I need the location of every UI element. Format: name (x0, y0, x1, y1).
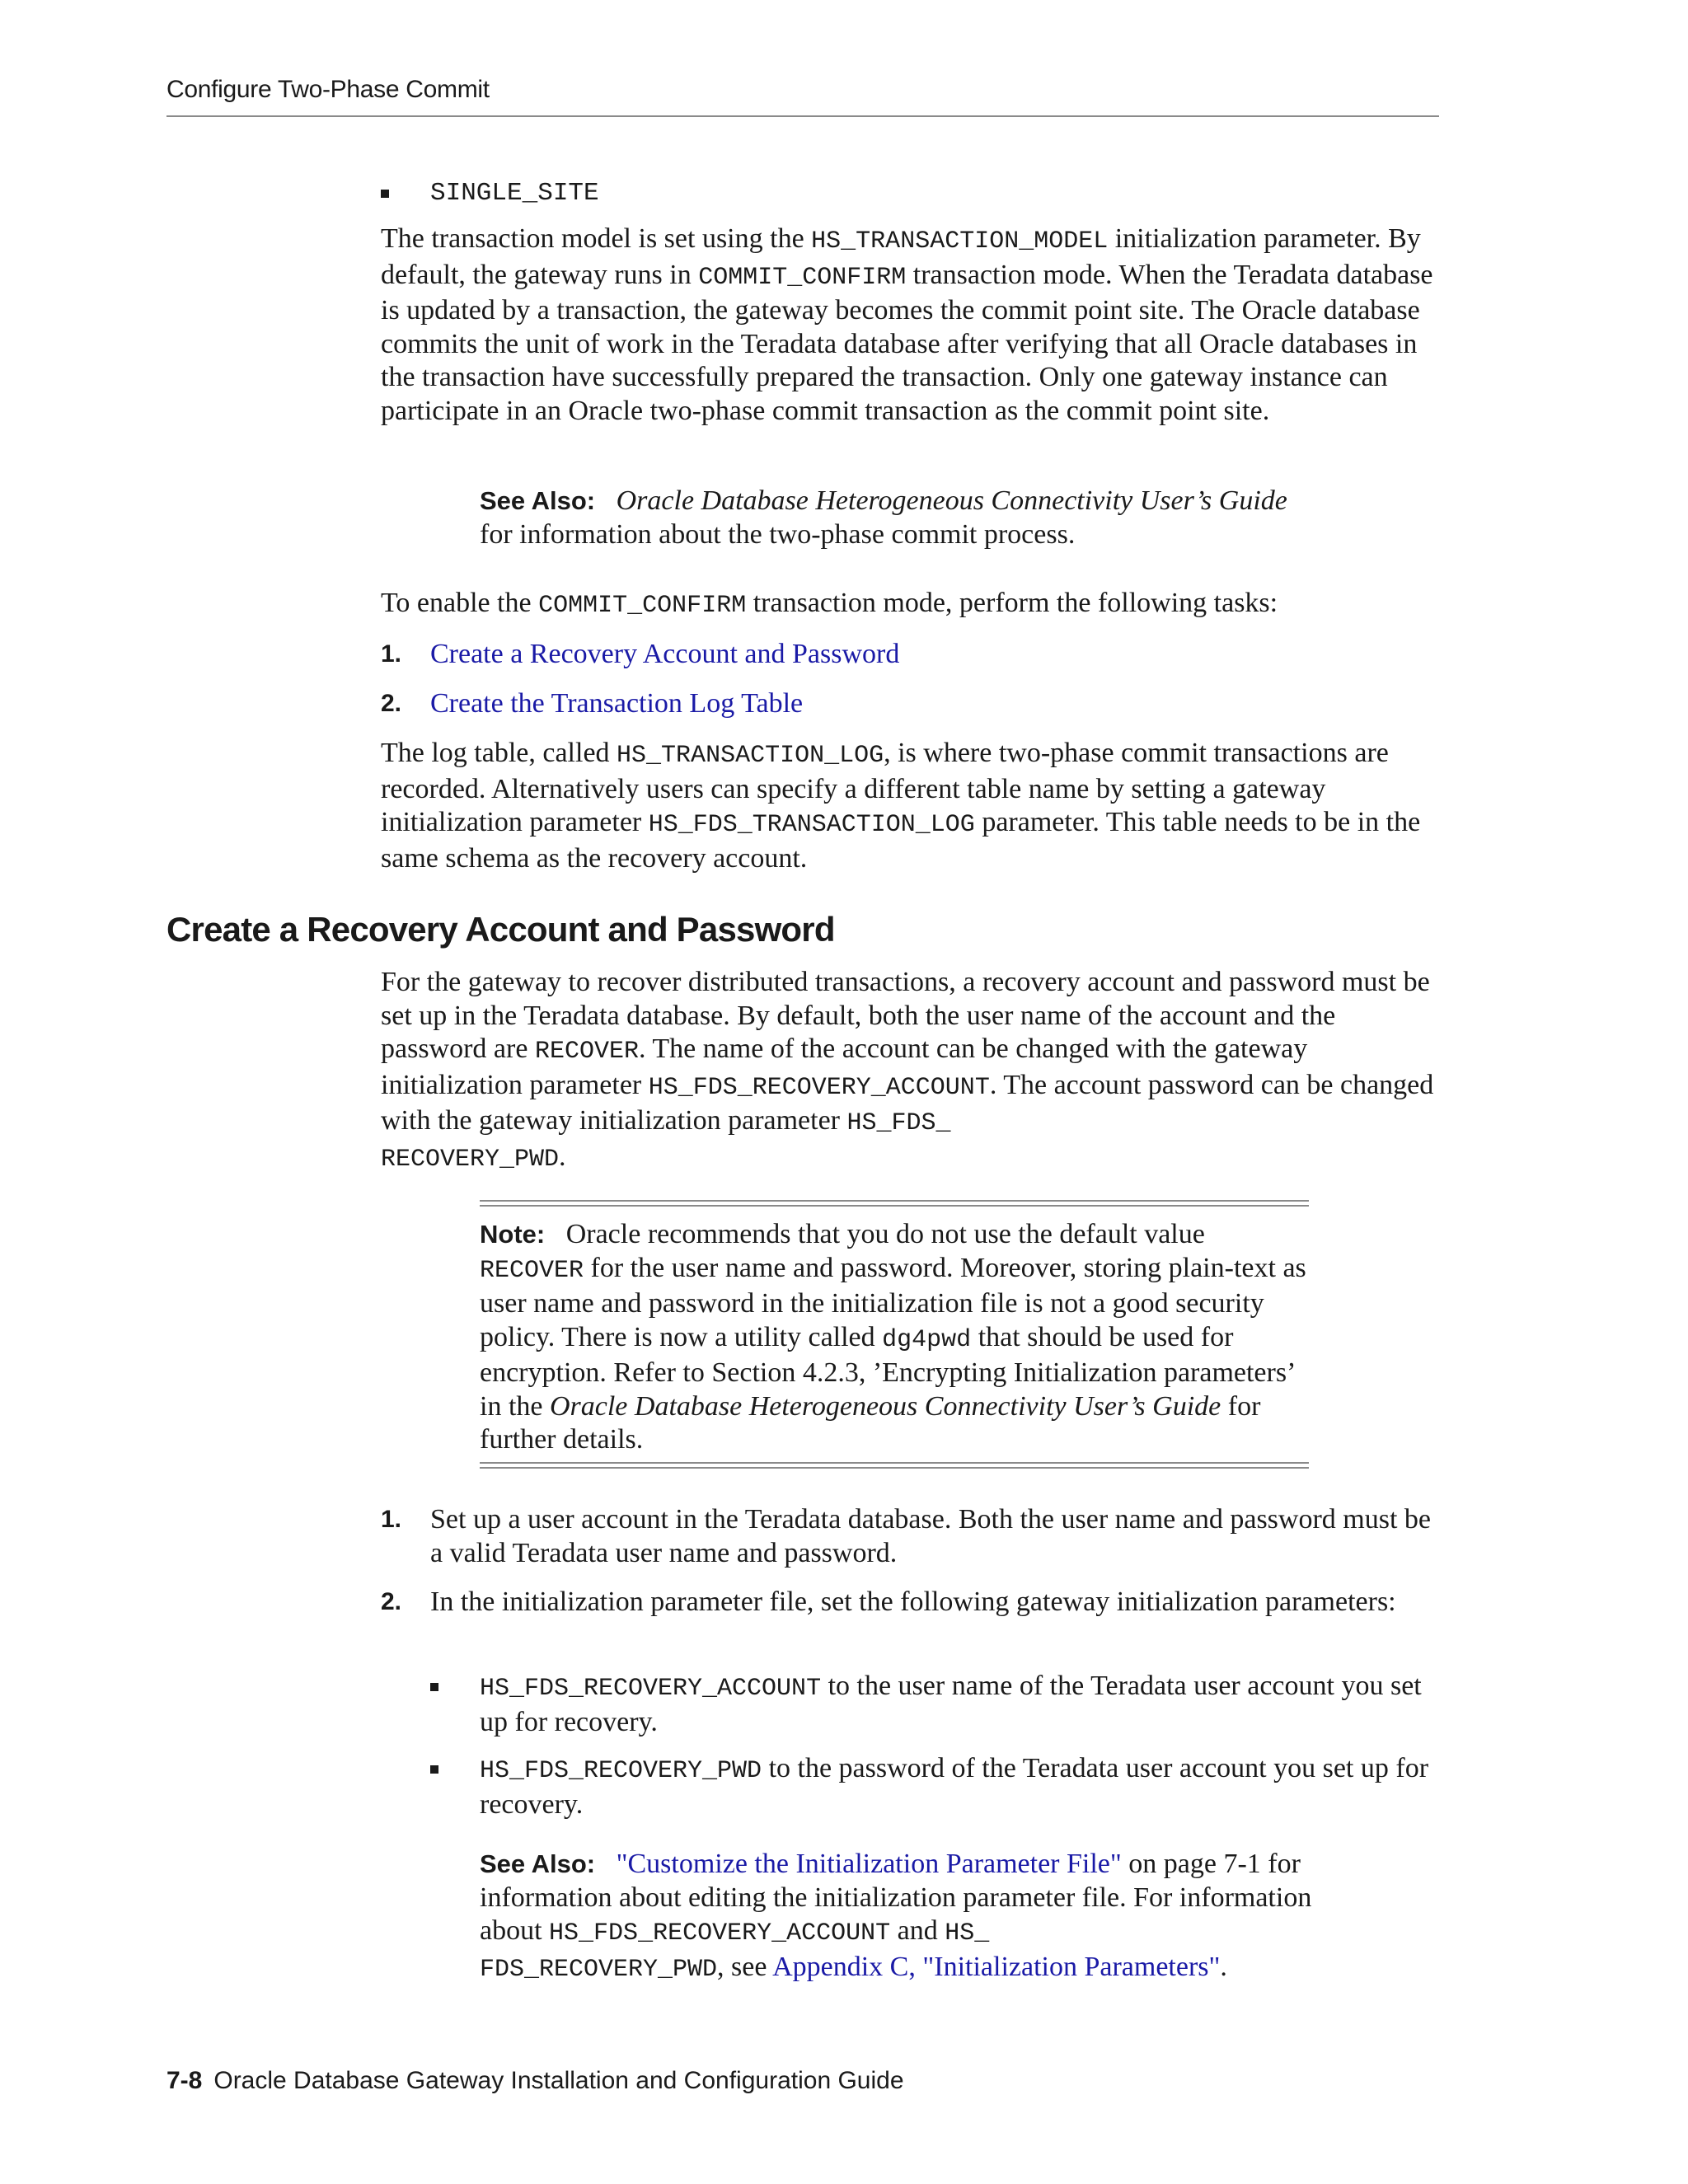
step-text: Set up a user account in the Teradata database. Both the user name and password must be a valid Teradata user name and password. (430, 1504, 1432, 1568)
note-top-rule (480, 1200, 1309, 1207)
paragraph-enable: To enable the COMMIT_CONFIRM transaction mode, perform the following tasks: (381, 588, 1278, 620)
note-text: Note: Oracle recommends that you do not use the default value RECOVER for the user name and password. Moreover, storing plain-text as user name and password in the initialization file is not a good security policy. There is now a utility called dg4pwd that should be used for encryption. Refer to Section 4.2.3, ’Encrypting Initialization parameters’ in the Oracle Database Heterogeneous Connectivity User’s Guide for further details. (480, 1219, 1306, 1455)
sub-bullet-text: HS_FDS_RECOVERY_PWD to the password of the Teradata user account you set up for recovery. (480, 1753, 1429, 1820)
header-rule (166, 115, 1439, 117)
see-also-note: See Also: Oracle Database Heterogeneous Connectivity User’s Guide for information about the two-phase commit process. (480, 485, 1287, 550)
list-number: 1. (381, 1506, 402, 1533)
running-header: Configure Two-Phase Commit (166, 76, 490, 103)
paragraph-log-table: The log table, called HS_TRANSACTION_LOG, is where two-phase commit transactions are recorded. Alternatively users can specify a different table name by setting a gateway initialization parameter HS_FDS_TRANSACTION_LOG parameter. This table needs to be in the same schema as the recovery account. (381, 738, 1421, 874)
list-number: 1. (381, 640, 402, 668)
see-also-note: See Also: "Customize the Initialization Parameter File" on page 7-1 for information about editing the initialization parameter file. For information about HS_FDS_RECOVERY_ACCOUNT and HS_ FDS_RECOVERY_PWD, see Appendix C, "Initialization Parameters". (480, 1849, 1312, 1984)
link-create-transaction-log-table[interactable]: Create the Transaction Log Table (430, 688, 804, 719)
list-number: 2. (381, 1588, 402, 1615)
page-number: 7-8 (166, 2067, 203, 2094)
bullet-icon (430, 1765, 438, 1774)
step-text: In the initialization parameter file, set the following gateway initialization parameters: (430, 1586, 1396, 1617)
bullet-text: SINGLE_SITE (430, 179, 599, 208)
link-appendix-c[interactable]: Appendix C, "Initialization Parameters" (772, 1951, 1221, 1982)
see-also-label: See Also: (480, 1849, 596, 1878)
see-also-label: See Also: (480, 486, 596, 515)
link-create-recovery-account[interactable]: Create a Recovery Account and Password (430, 639, 900, 669)
sub-bullet-text: HS_FDS_RECOVERY_ACCOUNT to the user name of the Teradata user account you set up for recovery. (480, 1671, 1422, 1737)
note-box (480, 1200, 1309, 1474)
paragraph-transaction-model: The transaction model is set using the HS_TRANSACTION_MODEL initialization parameter. By default, the gateway runs in COMMIT_CONFIRM transaction mode. When the Teradata database is updated by a transaction, the gateway becomes the commit point site. The Oracle database commits the unit of work in the Teradata database after verifying that all Oracle databases in the transaction have successfully prepared the transaction. Only one gateway instance can participate in an Oracle two-phase commit transaction as the commit point site. (381, 223, 1433, 426)
book-title: Oracle Database Gateway Installation and Configuration Guide (213, 2067, 904, 2094)
link-customize-init-file[interactable]: "Customize the Initialization Parameter File" (616, 1849, 1122, 1879)
guide-title: Oracle Database Heterogeneous Connectivity User’s Guide (616, 485, 1287, 516)
list-number: 2. (381, 690, 402, 717)
bullet-icon (381, 190, 389, 198)
bullet-icon (430, 1683, 438, 1691)
note-bottom-rule (480, 1462, 1309, 1469)
note-label: Note: (480, 1220, 546, 1249)
section-heading: Create a Recovery Account and Password (166, 910, 835, 949)
page-footer (166, 2067, 904, 2095)
paragraph-recovery-account: For the gateway to recover distributed transactions, a recovery account and password must be set up in the Teradata database. By default, both the user name of the account and the password are RECOVER. The name of the account can be changed with the gateway initialization parameter HS_FDS_RECOVERY_ACCOUNT. The account password can be changed with the gateway initialization parameter HS_FDS_ RECOVERY_PWD. (381, 967, 1434, 1174)
